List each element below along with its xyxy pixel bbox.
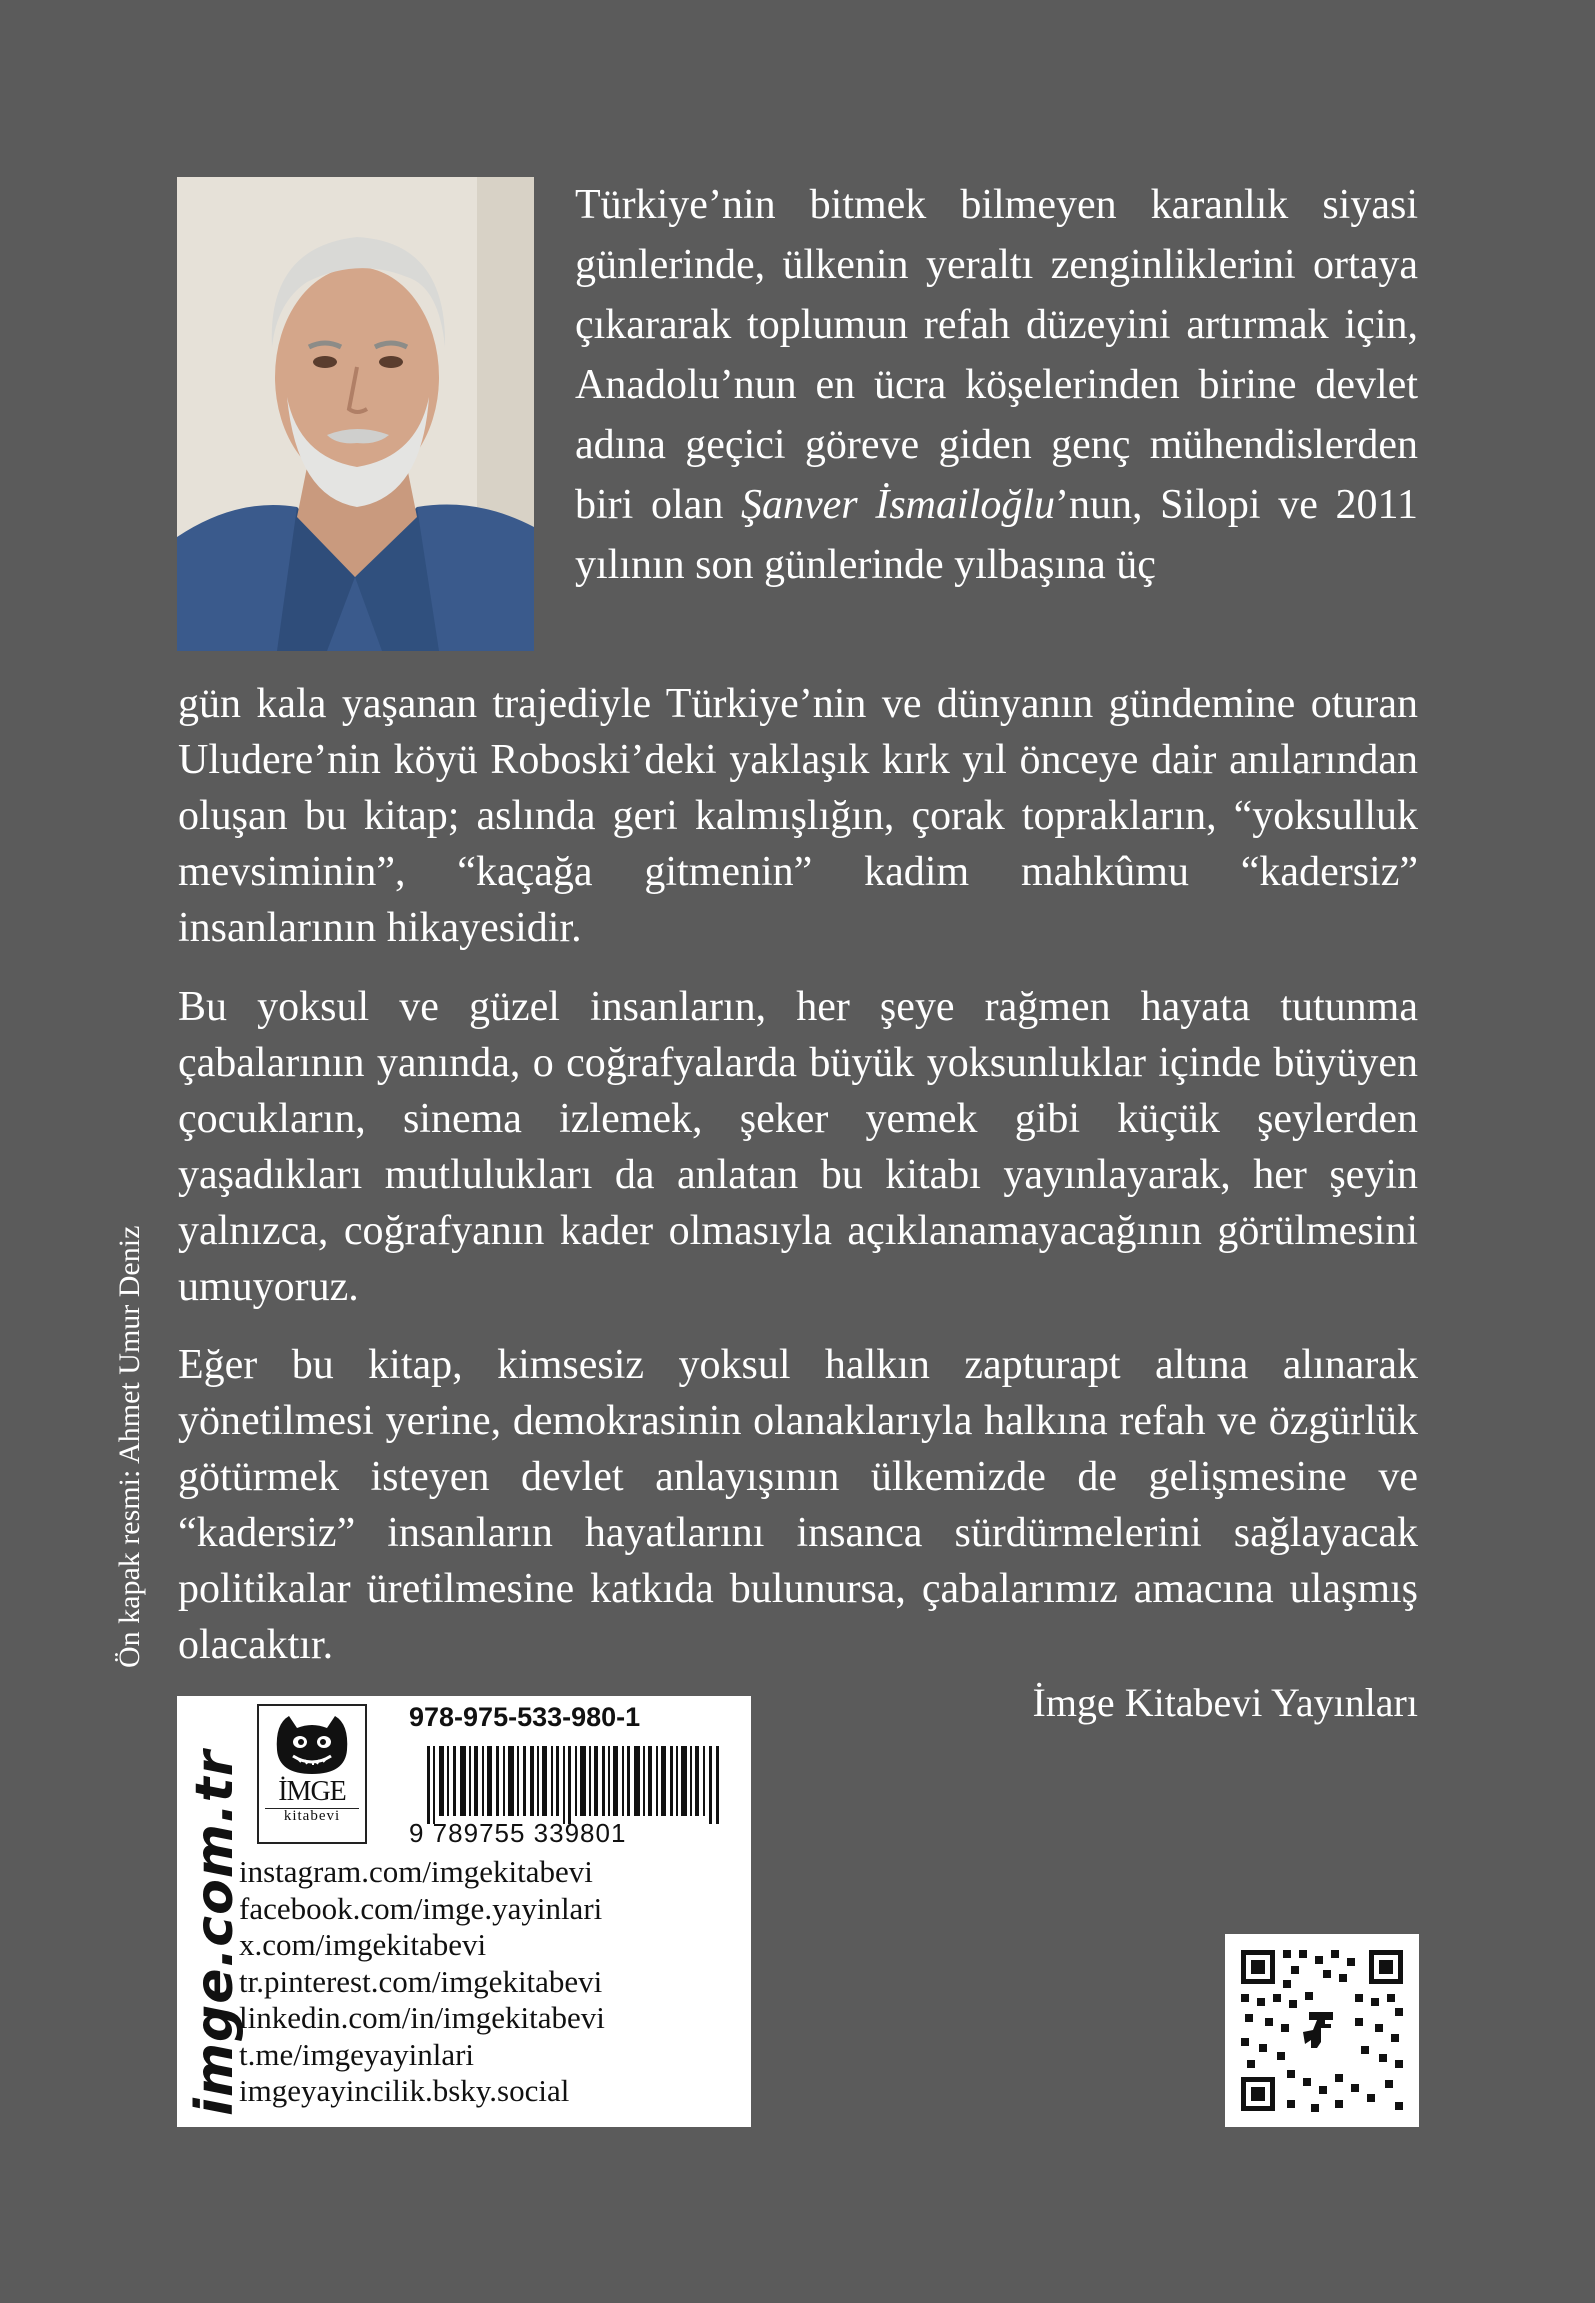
paragraph-3: Eğer bu kitap, kimsesiz yoksul halkın zapturapt altına alınarak yönetilmesi yerine, demokrasinin olanaklarıyla halkına refah ve özgürlük götürmek isteyen devlet anlayışının ülkemizde de gelişmesine ve “kadersiz” insanların hayatlarını insanca sürdürmelerini sağlayacak politikalar üretilmesine katkıda bulunursa, çabalarımız amacına ulaşmış olacaktır. <box>178 1342 1418 1668</box>
social-link-instagram[interactable]: instagram.com/imgekitabevi <box>239 1854 593 1889</box>
isbn-number: 978-975-533-980-1 <box>409 1702 641 1732</box>
paragraph-2: Bu yoksul ve güzel insanların, her şeye rağmen hayata tutunma çabalarının yanında, o coğrafyalarda büyük yoksunluklar içinde büyüyen çocukların, sinema izlemek, şeker yemek gibi küçük şeylerden yaşadıkları mutlulukları da anlatan bu kitabı yayınlayarak, her şeyin yalnızca, coğrafyanın kader olmasıyla açıklanamayacağının görülmesini umuyoruz. <box>178 984 1418 1310</box>
intro-text-start: Türkiye’nin bitmek bilmeyen karanlık siyasi günlerinde, ülkenin yeraltı zenginliklerini ortaya çıkararak toplumun refah düzeyini artırmak için, Anadolu’nun en ücra köşelerinden birine devlet adına geçici göreve giden genç mühendislerden biri olan <box>575 182 1418 528</box>
cover-art-credit: Ön kapak resmi: Ahmet Umur Deniz <box>113 1225 146 1668</box>
publisher-logo <box>257 1704 367 1844</box>
publisher-info-box <box>177 1696 751 2127</box>
publisher-website: imge.com.tr <box>185 1749 245 2116</box>
logo-wordmark: İMGE <box>278 1776 346 1807</box>
cat-logo-icon <box>267 1710 357 1778</box>
qr-code[interactable] <box>1225 1934 1419 2127</box>
paragraph-1-continued: gün kala yaşanan trajediyle Türkiye’nin ve dünyanın gündemine oturan Uludere’nin köyü Roboski’deki yaklaşık kırk yıl önceye dair anılarından oluşan bu kitap; aslında geri kalmışlığın, çorak toprakların, “yoksulluk mevsiminin”, “kaçağa gitmenin” kadim mahkûmu “kadersiz” insanlarının hikayesidir. <box>178 681 1418 951</box>
social-link-x[interactable]: x.com/imgekitabevi <box>239 1927 487 1962</box>
social-link-linkedin[interactable]: linkedin.com/in/imgekitabevi <box>239 2000 605 2035</box>
author-portrait-icon <box>177 177 534 651</box>
author-photo <box>177 177 534 651</box>
intro-paragraph <box>575 175 1418 595</box>
intro-text-end: ’nun, Silopi ve 2011 yılının son günlerinde yılbaşına üç <box>575 482 1418 588</box>
social-link-facebook[interactable]: facebook.com/imge.yayinlari <box>239 1890 603 1926</box>
publisher-signature: İmge Kitabevi Yayınları <box>1032 1680 1418 1725</box>
social-link-pinterest[interactable]: tr.pinterest.com/imgekitabevi <box>239 1963 603 1999</box>
social-link-telegram[interactable]: t.me/imgeyayinlari <box>239 2036 475 2072</box>
author-name: Şanver İsmailoğlu <box>741 482 1055 528</box>
qr-code-icon <box>1225 1934 1419 2127</box>
barcode-digits: 9 789755 339801 <box>409 1818 627 1848</box>
social-link-bluesky[interactable]: imgeyayincilik.bsky.social <box>239 2073 570 2108</box>
logo-subtitle: kitabevi <box>265 1808 359 1824</box>
social-links <box>239 1854 605 2110</box>
barcode-icon <box>427 1746 727 1824</box>
